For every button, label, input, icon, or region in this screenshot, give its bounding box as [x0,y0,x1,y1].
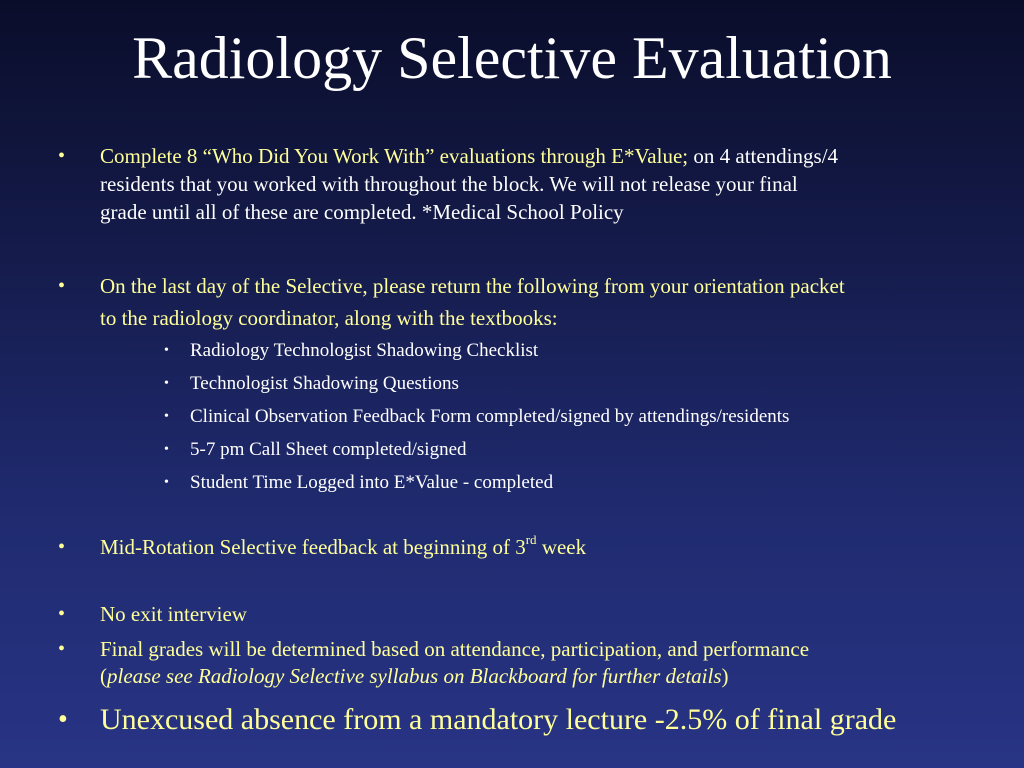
item-2-line-1: On the last day of the Selective, please return the following from your orientation packet [100,274,845,298]
sub-item: 5-7 pm Call Sheet completed/signed [190,439,467,460]
item-5-line-1: Final grades will be determined based on attendance, participation, and performance [100,637,810,661]
sub-bullet-icon: • [164,376,169,391]
sub-bullet-icon: • [164,343,169,358]
item-3-superscript: rd [525,532,537,547]
item-5-open-paren: ( [100,664,107,688]
item-3-text: Mid-Rotation Selective feedback at beginning of 3 [100,535,526,559]
item-3 [100,533,586,561]
item-1-line-1 [100,142,838,170]
item-2-line-2: to the radiology coordinator, along with the textbooks: [100,306,558,330]
bullet-icon: • [58,145,66,167]
sub-bullet-icon: • [164,475,169,490]
item-1-yellow-text: Complete 8 “Who Did You Work With” evaluations through E*Value; [100,144,689,168]
bullet-icon: • [58,536,66,558]
bullet-icon: • [58,603,66,625]
sub-item: Technologist Shadowing Questions [190,373,459,394]
bullet-icon: • [58,638,66,660]
slide-title: Radiology Selective Evaluation [132,25,892,91]
sub-bullet-icon: • [164,442,169,457]
item-5-close-paren: ) [721,664,729,688]
item-1-white-text: on 4 attendings/4 [688,144,839,168]
item-1-line-2: residents that you worked with throughout the block. We will not release your final [100,172,798,196]
bullet-icon: • [58,275,66,297]
item-1-line-3: grade until all of these are completed. *Medical School Policy [100,200,624,224]
item-5-italic: please see Radiology Selective syllabus on Blackboard for further details [107,664,722,688]
sub-item: Student Time Logged into E*Value - completed [190,472,554,493]
item-6: Unexcused absence from a mandatory lecture -2.5% of final grade [100,703,897,736]
item-5-line-2 [100,662,729,690]
bullet-icon: • [58,704,68,735]
item-4: No exit interview [100,602,247,626]
sub-item: Radiology Technologist Shadowing Checklist [190,340,539,361]
sub-bullet-icon: • [164,409,169,424]
sub-item: Clinical Observation Feedback Form completed/signed by attendings/residents [190,406,790,427]
item-3-text-after: week [536,535,587,559]
